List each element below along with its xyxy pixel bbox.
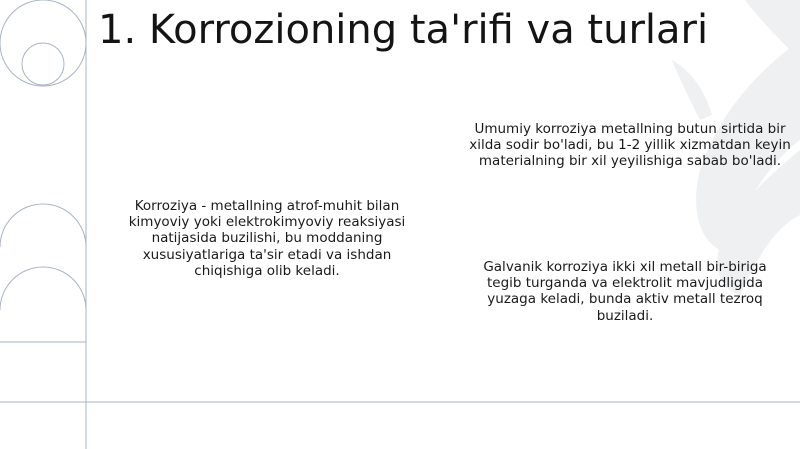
decorative-arch bbox=[0, 204, 86, 449]
general-corrosion-paragraph: Umumiy korroziya metallning butun sirtida bir xilda sodir bo'ladi, bu 1-2 yillik xizmatdan keyin materialning bir xil yeyilishiga sabab bo'ladi. bbox=[469, 121, 791, 170]
decorative-circle-small bbox=[22, 43, 64, 85]
galvanic-corrosion-paragraph: Galvanik korroziya ikki xil metall bir-biriga tegib turganda va elektrolit mavjudligida yuzaga keladi, bunda aktiv metall tezroq buziladi. bbox=[483, 259, 767, 324]
slide-title: 1. Korrozioning ta'rifi va turlari bbox=[98, 7, 709, 53]
decorative-arch-lower bbox=[0, 267, 86, 310]
definition-paragraph: Korroziya - metallning atrof-muhit bilan kimyoviy yoki elektrokimyoviy reaksiyasi natijasida buzilishi, bu moddaning xususiyatlariga ta'sir etadi va ishdan chiqishiga olib keladi. bbox=[128, 198, 406, 279]
